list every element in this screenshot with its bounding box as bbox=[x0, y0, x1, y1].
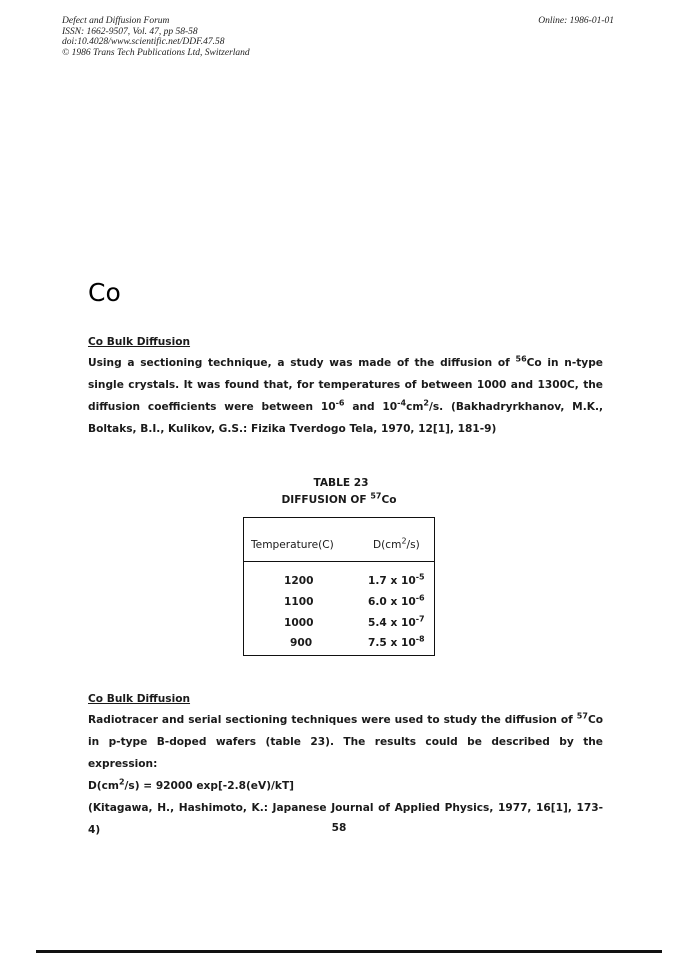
section-heading: Co Bulk Diffusion bbox=[88, 693, 191, 705]
journal-name: Defect and Diffusion Forum bbox=[62, 16, 170, 26]
isotope-superscript: 57 bbox=[576, 711, 588, 721]
body-text: Radiotracer and serial sectioning techniques were used to study the diffusion of bbox=[88, 714, 577, 726]
exponent: -7 bbox=[415, 614, 425, 624]
table-title bbox=[0, 491, 678, 506]
isotope-superscript: 56 bbox=[515, 354, 527, 364]
temperature-cell: 1000 bbox=[284, 617, 314, 629]
journal-header bbox=[62, 16, 250, 58]
footer-rule bbox=[36, 950, 662, 953]
section-co-bulk-diffusion-1 bbox=[88, 336, 603, 440]
body-text: cm bbox=[406, 401, 424, 413]
section-body bbox=[88, 709, 603, 775]
table-row bbox=[244, 593, 434, 614]
body-text: Co in n-type single crystals. It was found that, for temperatures of between 1000 and 1300C, the diffusion coefficients were between 10 bbox=[88, 357, 603, 413]
section-body bbox=[88, 352, 603, 440]
temperature-cell: 1200 bbox=[284, 575, 314, 587]
issn-line: ISSN: 1662-9507, Vol. 47, pp 58-58 bbox=[62, 26, 198, 37]
exponent: 2 bbox=[401, 536, 407, 546]
element-title: Co bbox=[88, 278, 121, 307]
citation-text: /s. (Bakhadryrkhanov, M.K., Boltaks, B.I., Kulikov, G.S.: Fizika Tverdogo Tela, 1970, 12[1], 181-9) bbox=[88, 401, 603, 435]
temperature-cell: 1100 bbox=[284, 596, 314, 608]
table-row bbox=[244, 614, 434, 635]
mantissa: 5.4 x 10 bbox=[368, 617, 416, 629]
expression-text: D(cm bbox=[88, 780, 119, 792]
column-header-temperature: Temperature(C) bbox=[251, 539, 334, 551]
mantissa: 6.0 x 10 bbox=[368, 596, 416, 608]
table-title-text: DIFFUSION OF bbox=[281, 494, 371, 506]
exponent: -8 bbox=[415, 634, 425, 644]
table-caption: TABLE 23 bbox=[313, 477, 369, 489]
exponent: 2 bbox=[118, 777, 125, 787]
diffusivity-cell bbox=[368, 593, 425, 608]
exponent: 2 bbox=[423, 398, 429, 408]
body-text: and 10 bbox=[344, 401, 398, 413]
exponent: -6 bbox=[415, 593, 425, 603]
exponent: -4 bbox=[397, 398, 407, 408]
diffusion-table bbox=[243, 517, 435, 656]
table-header-row bbox=[244, 518, 434, 562]
diffusivity-cell bbox=[368, 634, 425, 649]
body-text: Using a sectioning technique, a study was made of the diffusion of bbox=[88, 357, 516, 369]
online-date: Online: 1986-01-01 bbox=[538, 16, 614, 26]
copyright-line: © 1986 Trans Tech Publications Ltd, Switzerland bbox=[62, 47, 250, 58]
section-heading: Co Bulk Diffusion bbox=[88, 336, 191, 348]
mantissa: 7.5 x 10 bbox=[368, 637, 416, 649]
body-text: Co in p-type B-doped wafers (table 23). The results could be described by the expression: bbox=[88, 714, 603, 770]
citation: (Kitagawa, H., Hashimoto, K.: Japanese Journal of Applied Physics, 1977, 16[1], 173-4) bbox=[88, 802, 603, 836]
section-co-bulk-diffusion-2 bbox=[88, 693, 603, 841]
isotope-superscript: 57 bbox=[370, 491, 382, 501]
temperature-cell: 900 bbox=[290, 637, 313, 649]
diffusion-expression bbox=[88, 775, 603, 797]
header-text: D(cm bbox=[373, 539, 402, 551]
table-title-text: Co bbox=[381, 494, 397, 506]
column-header-diffusivity bbox=[373, 536, 420, 551]
exponent: -5 bbox=[415, 572, 425, 582]
exponent: -6 bbox=[335, 398, 345, 408]
page-number: 58 bbox=[331, 822, 347, 834]
expression-text: /s) = 92000 exp[-2.8(eV)/kT] bbox=[124, 780, 295, 792]
doi-line[interactable]: doi:10.4028/www.scientific.net/DDF.47.58 bbox=[62, 37, 225, 47]
table-row bbox=[244, 572, 434, 593]
diffusivity-cell bbox=[368, 614, 425, 629]
header-text: /s) bbox=[406, 539, 420, 551]
mantissa: 1.7 x 10 bbox=[368, 575, 416, 587]
diffusivity-cell bbox=[368, 572, 425, 587]
table-row bbox=[244, 634, 434, 655]
